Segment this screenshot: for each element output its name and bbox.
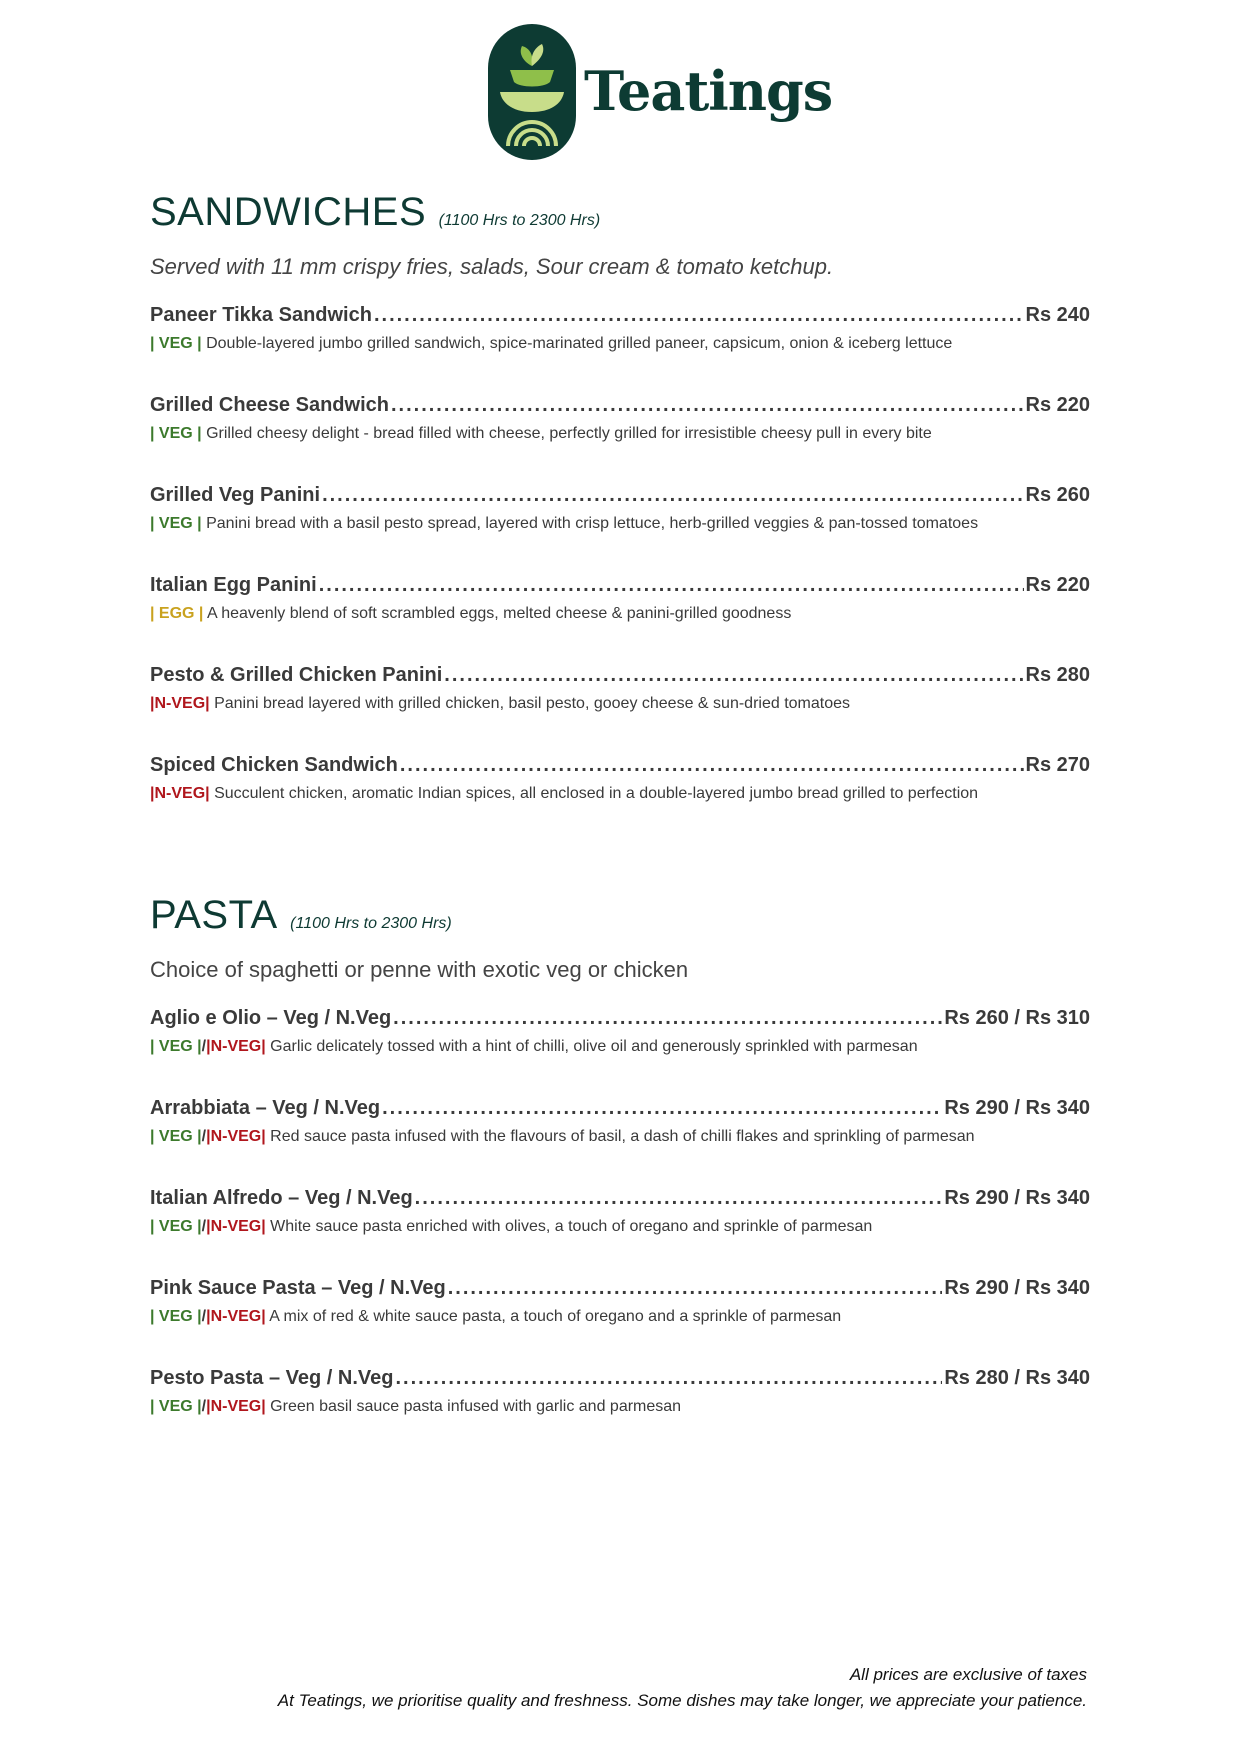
item-price: Rs 290 / Rs 340 — [944, 1187, 1090, 1209]
item-description-line — [150, 1218, 1090, 1236]
veg-tag: | VEG | — [150, 1398, 202, 1415]
menu-item — [150, 484, 1090, 574]
item-name: Pink Sauce Pasta – Veg / N.Veg — [150, 1277, 446, 1299]
non-veg-tag: |N-VEG| — [206, 1218, 266, 1235]
item-description: Green basil sauce pasta infused with garlic and parmesan — [270, 1398, 682, 1415]
item-name: Grilled Veg Panini — [150, 484, 321, 506]
item-description: A heavenly blend of soft scrambled eggs, melted cheese & panini-grilled goodness — [206, 605, 792, 622]
item-name: Aglio e Olio – Veg / N.Veg — [150, 1007, 392, 1029]
tag-separator: / — [201, 1038, 207, 1055]
item-description-line — [150, 1038, 1090, 1056]
item-name: Spiced Chicken Sandwich — [150, 754, 398, 776]
non-veg-tag: |N-VEG| — [206, 1308, 266, 1325]
item-price: Rs 220 — [1025, 394, 1090, 416]
item-price: Rs 220 — [1025, 574, 1090, 596]
dot-leader — [448, 1277, 943, 1300]
item-description-line — [150, 1128, 1090, 1146]
pasta-header — [150, 893, 1090, 941]
teatings-logo — [488, 24, 833, 160]
dot-leader — [400, 754, 1024, 777]
section-hours: (1100 Hrs to 2300 Hrs) — [438, 212, 601, 229]
sandwiches-header — [150, 190, 1090, 238]
item-description-line — [150, 425, 1090, 443]
dot-leader — [382, 1097, 942, 1120]
dot-leader — [319, 574, 1024, 597]
tax-note: All prices are exclusive of taxes — [849, 1665, 1087, 1684]
non-veg-tag: |N-VEG| — [206, 1128, 266, 1145]
non-veg-tag: |N-VEG| — [206, 1038, 266, 1055]
item-description-line — [150, 1308, 1090, 1326]
item-price: Rs 280 — [1025, 664, 1090, 686]
item-description: Double-layered jumbo grilled sandwich, spice-marinated grilled paneer, capsicum, onion & iceberg lettuce — [206, 335, 953, 352]
item-description-line — [150, 695, 1090, 713]
bowl-logo-icon — [488, 24, 576, 160]
item-price: Rs 260 / Rs 310 — [944, 1007, 1090, 1029]
veg-tag: | VEG | — [150, 1038, 202, 1055]
menu-item — [150, 574, 1090, 664]
item-name: Grilled Cheese Sandwich — [150, 394, 389, 416]
item-description-line — [150, 785, 1090, 803]
dot-leader — [374, 304, 1024, 327]
menu-item — [150, 1277, 1090, 1367]
dot-leader — [393, 1007, 942, 1030]
section-title: SANDWICHES — [150, 190, 427, 234]
item-description-line — [150, 515, 1090, 533]
dot-leader — [322, 484, 1023, 507]
menu-item — [150, 664, 1090, 754]
item-description-line — [150, 1398, 1090, 1416]
veg-tag: | VEG | — [150, 1218, 202, 1235]
menu-item — [150, 754, 1090, 844]
veg-tag: | VEG | — [150, 335, 202, 352]
veg-tag: | VEG | — [150, 425, 202, 442]
non-veg-tag: |N-VEG| — [150, 785, 210, 802]
veg-tag: | VEG | — [150, 1308, 202, 1325]
section-subtitle: Served with 11 mm crispy fries, salads, Sour cream & tomato ketchup. — [150, 254, 834, 279]
brand-name: Teatings — [584, 59, 833, 123]
tag-separator: / — [201, 1128, 207, 1145]
tag-separator: / — [201, 1218, 207, 1235]
non-veg-tag: |N-VEG| — [150, 695, 210, 712]
dot-leader — [415, 1187, 943, 1210]
veg-tag: | VEG | — [150, 1128, 202, 1145]
item-description: A mix of red & white sauce pasta, a touch of oregano and a sprinkle of parmesan — [269, 1308, 842, 1325]
dot-leader — [395, 1367, 942, 1390]
section-title: PASTA — [150, 893, 278, 937]
item-description: White sauce pasta enriched with olives, a touch of oregano and sprinkle of parmesan — [270, 1218, 873, 1235]
item-description: Panini bread layered with grilled chicken, basil pesto, gooey cheese & sun-dried tomatoes — [214, 695, 850, 712]
item-description-line — [150, 335, 1090, 353]
item-name: Italian Alfredo – Veg / N.Veg — [150, 1187, 413, 1209]
item-description-line — [150, 605, 1090, 623]
item-price: Rs 280 / Rs 340 — [944, 1367, 1090, 1389]
item-price: Rs 290 / Rs 340 — [944, 1277, 1090, 1299]
menu-item — [150, 1097, 1090, 1187]
freshness-note: At Teatings, we prioritise quality and freshness. Some dishes may take longer, we appreciate your patience. — [277, 1691, 1087, 1710]
item-name: Italian Egg Panini — [150, 574, 317, 596]
sandwiches-section — [150, 190, 1090, 844]
item-name: Pesto Pasta – Veg / N.Veg — [150, 1367, 394, 1389]
item-description: Garlic delicately tossed with a hint of chilli, olive oil and generously sprinkled with parmesan — [270, 1038, 918, 1055]
pasta-section — [150, 893, 1090, 1457]
item-description: Succulent chicken, aromatic Indian spices, all enclosed in a double-layered jumbo bread grilled to perfection — [214, 785, 979, 802]
item-name: Arrabbiata – Veg / N.Veg — [150, 1097, 381, 1119]
veg-tag: | VEG | — [150, 515, 202, 532]
item-description: Red sauce pasta infused with the flavours of basil, a dash of chilli flakes and sprinkling of parmesan — [270, 1128, 975, 1145]
menu-item — [150, 1187, 1090, 1277]
menu-item — [150, 1007, 1090, 1097]
item-description: Grilled cheesy delight - bread filled with cheese, perfectly grilled for irresistible cheesy pull in every bite — [206, 425, 932, 442]
tag-separator: / — [201, 1398, 207, 1415]
tag-separator: / — [201, 1308, 207, 1325]
pasta-list — [150, 1007, 1090, 1457]
menu-item — [150, 304, 1090, 394]
item-name: Paneer Tikka Sandwich — [150, 304, 372, 326]
sandwich-list — [150, 304, 1090, 844]
menu-item — [150, 1367, 1090, 1457]
item-price: Rs 270 — [1025, 754, 1090, 776]
egg-tag: | EGG | — [150, 605, 204, 622]
section-hours: (1100 Hrs to 2300 Hrs) — [290, 915, 452, 932]
section-subtitle: Choice of spaghetti or penne with exotic veg or chicken — [150, 957, 689, 982]
dot-leader — [391, 394, 1024, 417]
non-veg-tag: |N-VEG| — [206, 1398, 266, 1415]
item-description: Panini bread with a basil pesto spread, layered with crisp lettuce, herb-grilled veggies & pan-tossed tomatoes — [206, 515, 979, 532]
item-price: Rs 260 — [1025, 484, 1090, 506]
menu-item — [150, 394, 1090, 484]
footer-note — [278, 1662, 1087, 1714]
item-price: Rs 290 / Rs 340 — [944, 1097, 1090, 1119]
item-name: Pesto & Grilled Chicken Panini — [150, 664, 443, 686]
dot-leader — [444, 664, 1023, 687]
item-price: Rs 240 — [1025, 304, 1090, 326]
